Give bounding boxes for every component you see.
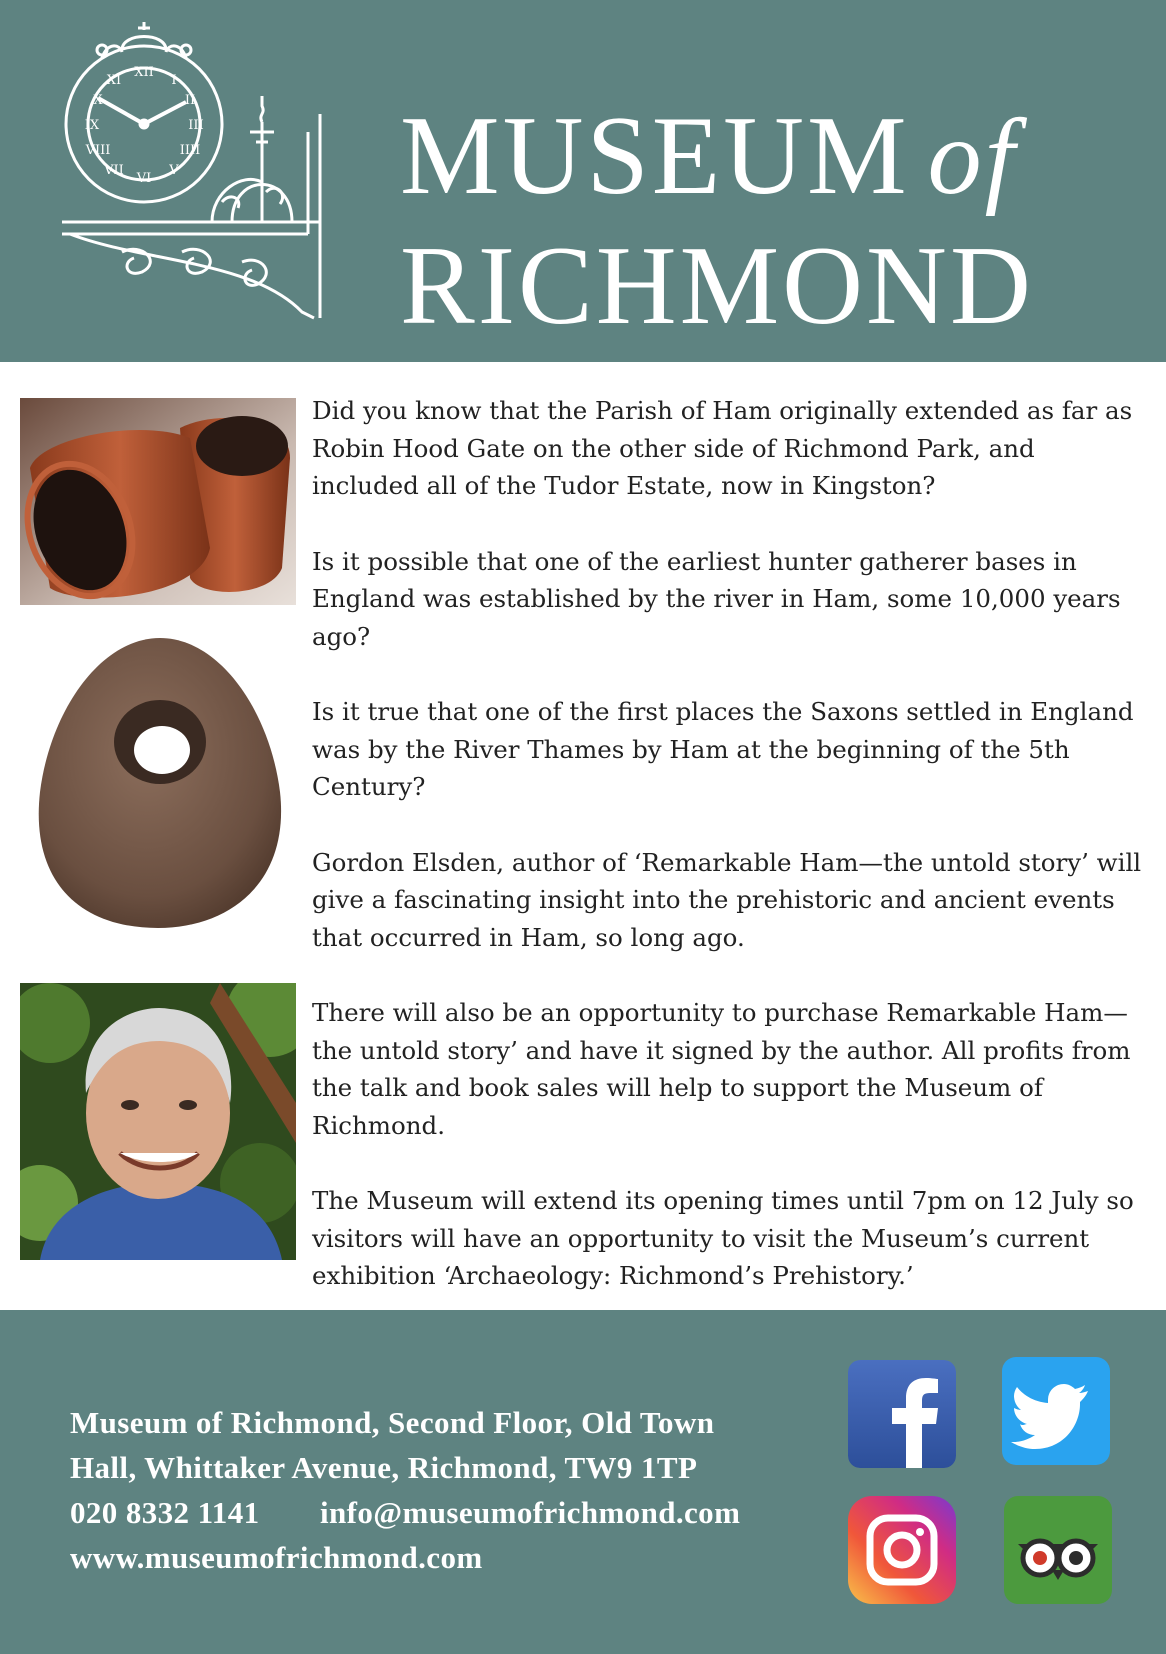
title-line-2: RICHMOND bbox=[400, 224, 1034, 348]
paragraph-speaker: Gordon Elsden, author of ‘Remarkable Ham—the untold story’ will give a fascinating insight into the prehistoric and ancient events that occurred in Ham, so long ago. bbox=[312, 847, 1142, 952]
clock-numeral: II bbox=[184, 93, 196, 108]
address-line-2: Hall, Whittaker Avenue, Richmond, TW9 1TP bbox=[70, 1450, 698, 1485]
website-link[interactable]: www.museumofrichmond.com bbox=[70, 1540, 483, 1575]
clock-numeral: XII bbox=[134, 65, 154, 80]
title-of: of bbox=[927, 98, 1018, 217]
author-portrait-photo bbox=[20, 983, 296, 1260]
address-line-1: Museum of Richmond, Second Floor, Old Town bbox=[70, 1405, 715, 1440]
clock-numeral: V bbox=[169, 163, 179, 178]
perforated-stone-photo bbox=[20, 632, 296, 932]
twitter-icon[interactable] bbox=[1002, 1357, 1110, 1465]
phone-email-line bbox=[70, 1490, 830, 1535]
facebook-icon[interactable] bbox=[848, 1360, 956, 1468]
contact-details bbox=[70, 1400, 830, 1580]
phone-number[interactable]: 020 8332 1141 bbox=[70, 1495, 260, 1530]
clock-numeral: I bbox=[171, 73, 177, 88]
instagram-icon[interactable] bbox=[848, 1496, 956, 1604]
paragraph-hunter-gatherer: Is it possible that one of the earliest hunter gatherer bases in England was established by the river in Ham, some 10,000 years ago? bbox=[312, 546, 1121, 651]
email-link[interactable]: info@museumofrichmond.com bbox=[320, 1495, 741, 1530]
footer-band bbox=[0, 1310, 1166, 1654]
title-line-1 bbox=[400, 94, 1034, 218]
clock-numeral: VIII bbox=[85, 143, 111, 158]
paragraph-opening-times: The Museum will extend its opening times until 7pm on 12 July so visitors will have an opportunity to visit the Museum’s current exhibition ‘Archaeology: Richmond’s Prehistory.’ bbox=[312, 1186, 1134, 1290]
paragraph-saxons: Is it true that one of the first places the Saxons settled in England was by the River Thames by Ham at the beginning of the 5th Century? bbox=[312, 697, 1134, 801]
title-museum: MUSEUM bbox=[400, 94, 910, 218]
clock-numeral: XI bbox=[106, 73, 122, 88]
clock-logo-icon bbox=[62, 22, 352, 340]
tripadvisor-icon[interactable] bbox=[1004, 1496, 1112, 1604]
clock-numeral: IIII bbox=[179, 143, 201, 158]
pots-photo bbox=[20, 398, 296, 605]
paragraph-parish: Did you know that the Parish of Ham originally extended as far as Robin Hood Gate on the other side of Richmond Park, and included all of the Tudor Estate, now in Kingston? bbox=[312, 396, 1133, 500]
header-band bbox=[0, 0, 1166, 362]
paragraph-book-sale: There will also be an opportunity to purchase Remarkable Ham—the untold story’ and have it signed by the author. All profits from the talk and book sales will help to support the Museum of Richmond. bbox=[312, 998, 1131, 1140]
museum-title bbox=[400, 94, 1034, 348]
clock-numeral: IX bbox=[84, 118, 100, 133]
clock-numeral: VI bbox=[136, 171, 152, 186]
clock-numeral: III bbox=[188, 118, 204, 133]
clock-numeral: VII bbox=[104, 163, 124, 178]
clock-numeral: X bbox=[93, 93, 103, 108]
article-body bbox=[312, 392, 1142, 1333]
